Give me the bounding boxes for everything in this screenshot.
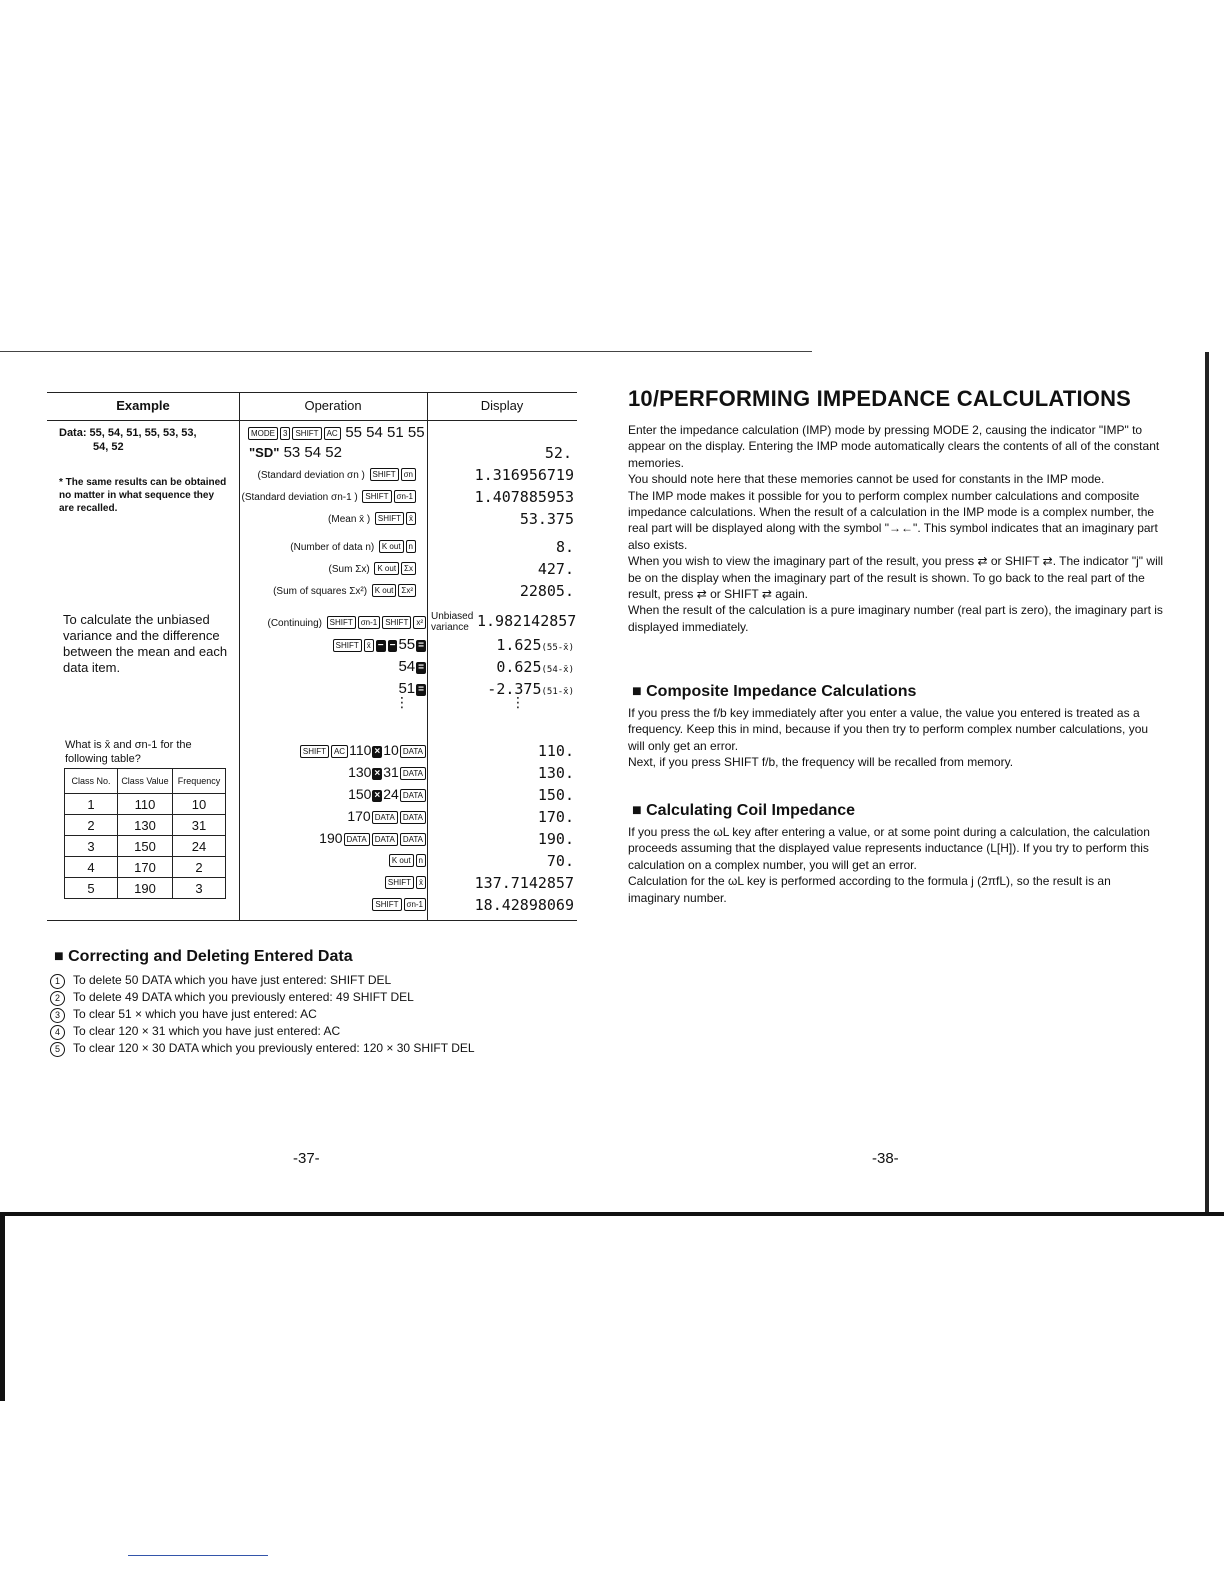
key-ac: AC — [324, 427, 341, 440]
key-mode: MODE — [248, 427, 278, 440]
op-count: (Number of data n) K out n — [241, 538, 417, 553]
display-diff-51: -2.375(51-x̄) — [487, 680, 574, 698]
display-mean: 53.375 — [519, 510, 574, 528]
class-header-no: Class No. — [65, 769, 118, 794]
coil-impedance-text: If you press the ωL key after entering a value, or at some point during a calculation, the calculation proceeds assuming that the displayed value represents inductance (L[H]). If you try to perform this calculation on a complex number, you will get an error. Calculation for the ωL key is performed according to the formula j (2πfL), so the result is an imaginary number. — [628, 825, 1150, 905]
intro-text: Enter the impedance calculation (IMP) mode by pressing MODE 2, causing the indicator "IMP" to appear on the display. Entering the IMP mode automatically clears the contents of all of the constant memories. You should note here that these memories cannot be used for constants in the IMP mode. The IMP mode makes it possible for you to perform complex number calculations and composite impedance calculations. When the result of a calculation in the IMP mode is a complex number, the real part will be displayed along with the symbol "→←". This symbol indicates that an imaginary part also exists. When you wish to view the imaginary part of the result, you press ⇄ or SHIFT ⇄. The indicator "j" will be on the display when the imaginary part of the result is shown. To go back to the real part of the result, press ⇄ or SHIFT ⇄ again. When the result of the calculation is a pure imaginary number (real part is zero), the imaginary part is displayed immediately. — [628, 423, 1164, 634]
data-line-1: Data: 55, 54, 51, 55, 53, 53, — [59, 427, 197, 439]
note-same-results: * The same results can be obtained no matter in what sequence they are recalled. — [59, 477, 227, 514]
ellipsis-display: ⋮ — [511, 694, 525, 710]
table-row: 4 170 2 — [65, 857, 226, 878]
list-item: 5 To clear 120 × 30 DATA which you previously entered: 120 × 30 SHIFT DEL — [50, 1041, 475, 1057]
op-freq-sigma: SHIFT σn-1 — [241, 896, 427, 911]
sd-indicator: "SD" — [249, 445, 280, 460]
top-rule — [0, 351, 812, 352]
op-freq-190: 190 DATA DATA DATA — [241, 830, 427, 846]
op-sigma-n1: (Standard deviation σn-1 ) SHIFT σn-1 — [241, 488, 417, 503]
display-freq-150: 150. — [537, 786, 574, 804]
key-shift: SHIFT — [292, 427, 321, 440]
ellipsis-op: ⋮ — [395, 694, 409, 710]
bottom-thick-rule — [0, 1212, 1224, 1216]
chapter-title: 10/PERFORMING IMPEDANCE CALCULATIONS — [628, 386, 1132, 411]
class-header-value: Class Value — [118, 769, 173, 794]
display-unbiased: 1.982142857 — [477, 612, 577, 630]
op-freq-mean: SHIFT x̄ — [241, 874, 427, 889]
page-number-left: -37- — [293, 1150, 320, 1167]
list-item: 4 To clear 120 × 31 which you have just entered: AC — [50, 1024, 340, 1040]
display-freq-110: 110. — [537, 742, 574, 760]
op-sum: (Sum Σx) K out Σx — [241, 560, 417, 575]
coil-impedance-title: ■ Calculating Coil Impedance — [632, 802, 856, 819]
display-sum: 427. — [537, 560, 574, 578]
right-edge-rule — [1205, 352, 1209, 1212]
table-row: 5 190 3 — [65, 878, 226, 899]
key-3: 3 — [280, 427, 290, 440]
display-freq-mean: 137.7142857 — [474, 874, 574, 892]
display-sum-squares: 22805. — [519, 582, 574, 600]
foot-rule — [128, 1555, 268, 1556]
display-freq-sigma: 18.42898069 — [474, 896, 574, 914]
op-freq-170: 170 DATA DATA — [241, 808, 427, 824]
display-sigma-n: 1.316956719 — [474, 466, 574, 484]
correcting-section-title: ■ Correcting and Deleting Entered Data — [54, 948, 353, 965]
table-row: 1 110 10 — [65, 794, 226, 815]
display-freq-170: 170. — [537, 808, 574, 826]
display-freq-190: 190. — [537, 830, 574, 848]
op-freq-n: K out n — [241, 852, 427, 867]
op-freq-130: 130 × 31 DATA — [241, 764, 427, 780]
op-row2-values: 53 54 52 — [283, 444, 342, 461]
display-count: 8. — [555, 538, 574, 556]
composite-impedance-title: ■ Composite Impedance Calculations — [632, 683, 917, 700]
composite-impedance-text: If you press the f/b key immediately after you enter a value, the value you entered is treated as a frequency. Keep this in mind, because if you then try to perform complex number calculations, you will only get an error. Next, if you press SHIFT f/b, the frequency will be recalled from memory. — [628, 706, 1149, 770]
class-header-frequency: Frequency — [173, 769, 226, 794]
op-continuing: (Continuing) SHIFT σn-1 SHIFT x² — [241, 614, 427, 629]
class-table — [64, 768, 226, 899]
header-display: Display — [480, 398, 524, 413]
op-sigma-n: (Standard deviation σn ) SHIFT σn — [241, 466, 417, 481]
list-item: 1 To delete 50 DATA which you have just entered: SHIFT DEL — [50, 973, 391, 989]
unbiased-label: Unbiased variance — [431, 611, 474, 633]
list-item: 2 To delete 49 DATA which you previously entered: 49 SHIFT DEL — [50, 990, 414, 1006]
display-diff-55: 1.625(55-x̄) — [496, 636, 574, 654]
class-table-header — [65, 769, 226, 794]
table-row: 2 130 31 — [65, 815, 226, 836]
op-freq-110: SHIFT AC 110 × 10 DATA — [241, 742, 427, 758]
unbiased-description: To calculate the unbiased variance and the difference between the mean and each data item. — [63, 612, 228, 675]
op-row1 — [247, 424, 425, 441]
header-operation: Operation — [304, 398, 362, 413]
op-diff-55: SHIFT x̄ − − 55 = — [241, 636, 427, 653]
display-freq-n: 70. — [546, 852, 574, 870]
page-number-right: -38- — [872, 1150, 899, 1167]
op-mean: (Mean x̄ ) SHIFT x̄ — [241, 510, 417, 525]
op-freq-150: 150 × 24 DATA — [241, 786, 427, 802]
display-row2: 52. — [544, 444, 572, 462]
list-item: 3 To clear 51 × which you have just entered: AC — [50, 1007, 317, 1023]
display-sigma-n1: 1.407885953 — [474, 488, 574, 506]
frequency-question: What is x̄ and σn-1 for the following table? — [65, 739, 192, 765]
left-edge-bar — [0, 1216, 5, 1401]
op-row1-values: 55 54 51 55 — [345, 424, 425, 441]
op-diff-54: 54 = — [398, 658, 424, 675]
display-freq-130: 130. — [537, 764, 574, 782]
header-example: Example — [116, 398, 170, 413]
table-row: 3 150 24 — [65, 836, 226, 857]
op-diff-51: 51 = — [398, 680, 424, 697]
op-row2 — [249, 444, 342, 461]
display-diff-54: 0.625(54-x̄) — [496, 658, 574, 676]
data-line-2: 54, 52 — [93, 441, 124, 453]
op-sum-squares: (Sum of squares Σx²) K out Σx² — [241, 582, 417, 597]
